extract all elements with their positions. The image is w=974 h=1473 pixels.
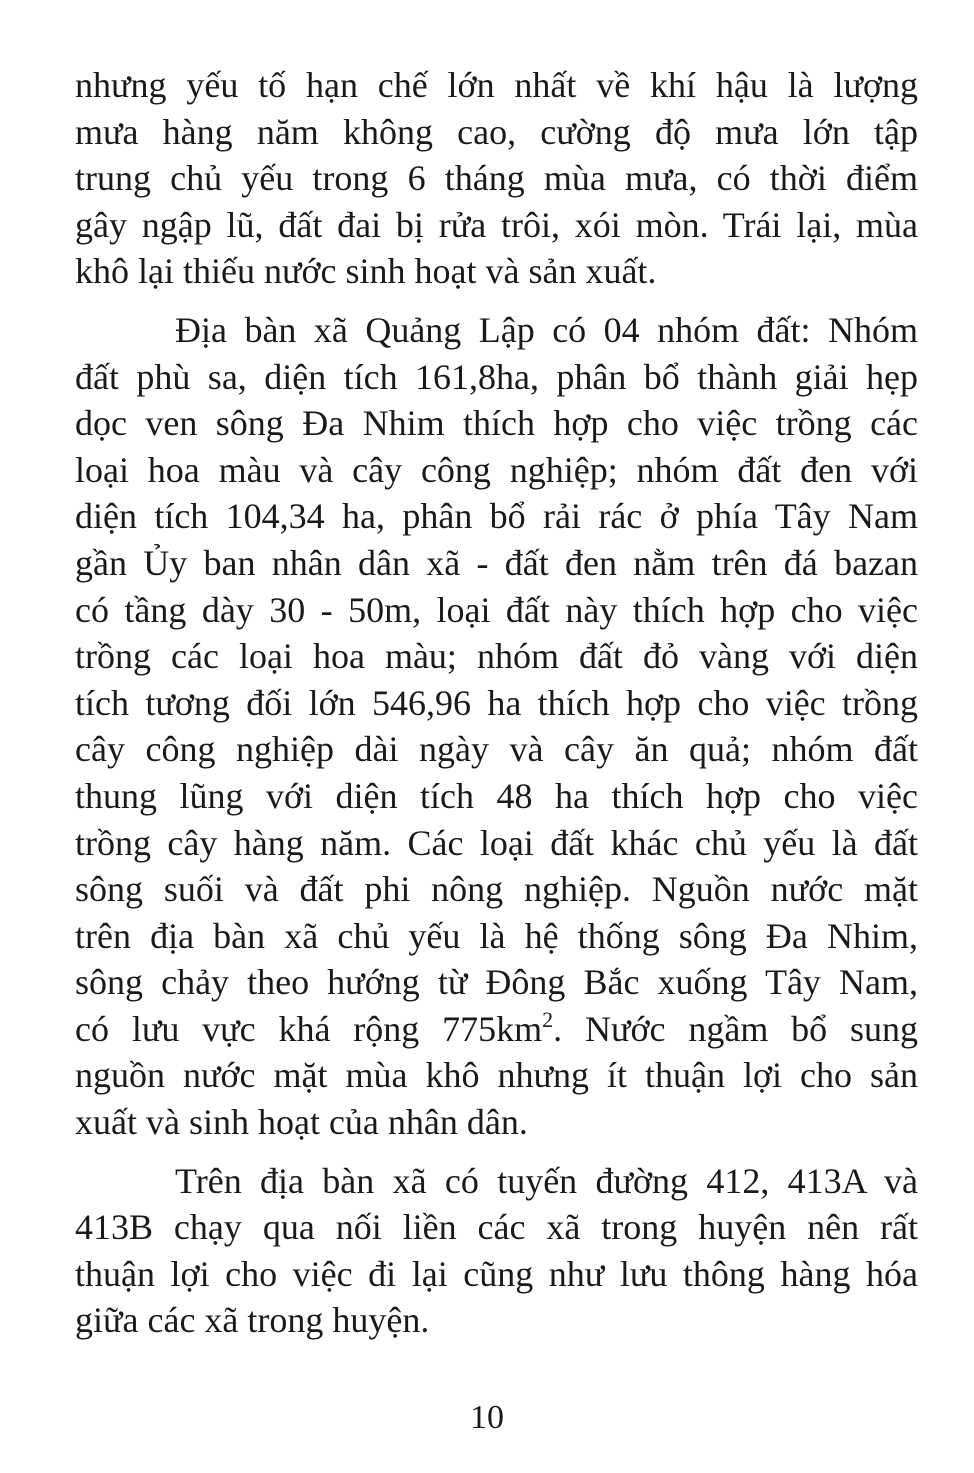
paragraph-gap: [75, 1146, 918, 1158]
text-line: dọc ven sông Đa Nhim thích hợp cho việc trồng các: [75, 403, 918, 444]
text-line: gần Ủy ban nhân dân xã - đất đen nằm trên đá bazan: [75, 542, 918, 583]
paragraph-gap: [75, 295, 918, 307]
text-line: trung chủ yếu trong 6 tháng mùa mưa, có thời điểm: [75, 158, 918, 199]
text-line: sông chảy theo hướng từ Đông Bắc xuống Tây Nam,: [75, 962, 918, 1003]
superscript: 2: [542, 1006, 554, 1032]
text-line: diện tích 104,34 ha, phân bổ rải rác ở phía Tây Nam: [75, 496, 918, 537]
text-line: giữa các xã trong huyện.: [75, 1300, 430, 1341]
text-line: khô lại thiếu nước sinh hoạt và sản xuất.: [75, 251, 657, 292]
paragraph-3: [75, 1158, 918, 1344]
line-text-tail: . Nước ngầm bổ sung: [553, 1008, 919, 1049]
line-text: có lưu vực khá rộng 775km: [75, 1008, 543, 1049]
text-line: xuất và sinh hoạt của nhân dân.: [75, 1102, 528, 1143]
text-line-with-superscript: [75, 1006, 918, 1053]
text-line: có tầng dày 30 - 50m, loại đất này thích hợp cho việc: [75, 589, 918, 630]
text-line: nguồn nước mặt mùa khô nhưng ít thuận lợi cho sản: [75, 1055, 918, 1096]
text-line: trồng các loại hoa màu; nhóm đất đỏ vàng với diện: [75, 636, 918, 677]
text-line: trên địa bàn xã chủ yếu là hệ thống sông Đa Nhim,: [75, 915, 918, 956]
page-body: [75, 62, 918, 1344]
paragraph-2: [75, 307, 918, 1146]
text-line: cây công nghiệp dài ngày và cây ăn quả; nhóm đất: [75, 729, 918, 770]
text-line: sông suối và đất phi nông nghiệp. Nguồn nước mặt: [75, 869, 918, 910]
text-line: trồng cây hàng năm. Các loại đất khác chủ yếu là đất: [75, 822, 918, 863]
text-line: Địa bàn xã Quảng Lập có 04 nhóm đất: Nhóm: [175, 309, 918, 350]
text-line: thung lũng với diện tích 48 ha thích hợp cho việc: [75, 775, 918, 816]
text-line: mưa hàng năm không cao, cường độ mưa lớn tập: [75, 111, 918, 152]
text-line: nhưng yếu tố hạn chế lớn nhất về khí hậu là lượng: [75, 65, 918, 105]
text-line: gây ngập lũ, đất đai bị rửa trôi, xói mòn. Trái lại, mùa: [75, 204, 918, 245]
text-line: 413B chạy qua nối liền các xã trong huyện nên rất: [75, 1207, 918, 1248]
text-line: loại hoa màu và cây công nghiệp; nhóm đất đen với: [75, 449, 918, 490]
text-line: tích tương đối lớn 546,96 ha thích hợp cho việc trồng: [75, 682, 918, 723]
text-line: đất phù sa, diện tích 161,8ha, phân bổ thành giải hẹp: [75, 356, 918, 397]
text-line: Trên địa bàn xã có tuyến đường 412, 413A và: [175, 1160, 918, 1201]
paragraph-1: [75, 62, 918, 295]
text-line: thuận lợi cho việc đi lại cũng như lưu thông hàng hóa: [75, 1253, 918, 1294]
page-number: 10: [470, 1399, 504, 1436]
